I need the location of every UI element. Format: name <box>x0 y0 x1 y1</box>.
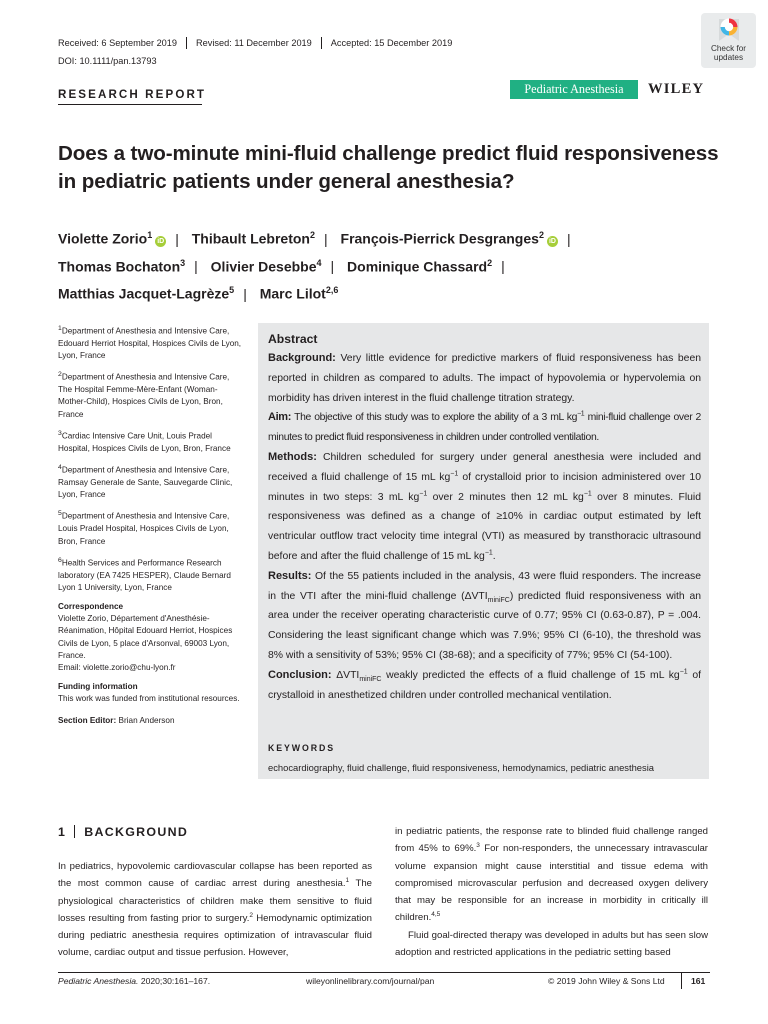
abstract-methods: Methods: Children scheduled for surgery under general anesthesia were included and received a fluid challenge of 15 mL $kg^{-1}$ of crystalloid prior to incision administered over 10 minutes in two steps: 3 mL $kg^{-1}$ over 2 minutes then 12 mL $kg^{-1}$ over 8 minutes. Fluid responsiveness was defined as a change of ≥10% in cardiac output estimated by left ventricular outflow tract velocity time integral (VTI) as measured by transthoracic ultrasound before and after the fluid challenge of 15 mL $kg^{-1}$. <box>268 450 701 562</box>
correspondence-text: Violette Zorio, Département d'Anesthésie-Réanimation, Hôpital Edouard Herriot, Hospices Civils de Lyon, 5 place d'Arsonval, 69003 Lyon, France. <box>58 614 233 660</box>
affiliation: $^4$Department of Anesthesia and Intensive Care, Ramsay Generale de Sante, Sauvegarde Clinic, Lyon, France <box>58 464 233 500</box>
footer-copyright: © 2019 John Wiley & Sons Ltd <box>548 976 665 986</box>
body-column-left <box>58 858 372 962</box>
crossmark-label: Check for updates <box>710 44 747 62</box>
article-type: RESEARCH REPORT <box>58 88 207 101</box>
author-name: François-Pierrick Desgranges <box>340 230 539 247</box>
abstract-conclusion: Conclusion: $\Delta VTI_{miniFC}$ weakly predicted the effects of a fluid challenge of 15 mL $kg^{-1}$ of crystalloid in anesthetized children under controlled mechanical ventilation. <box>268 668 702 701</box>
affiliation: $^5$Department of Anesthesia and Intensive Care, Louis Pradel Hospital, Hospices Civils de Lyon, Bron, France <box>58 510 230 546</box>
author-affiliation-sup: 1 <box>147 230 153 240</box>
orcid-icon[interactable]: iD <box>548 237 556 245</box>
correspondence-email[interactable]: Email: violette.zorio@chu-lyon.fr <box>58 663 176 673</box>
section-heading <box>58 825 188 839</box>
article-title: Does a two-minute mini-fluid challenge predict fluid responsiveness in pediatric patients under general anesthesia? <box>58 142 719 193</box>
orcid-icon[interactable]: iD <box>157 237 165 245</box>
affiliation: $^2$Department of Anesthesia and Intensive Care, The Hospital Femme-Mère-Enfant (Woman-Mother-Child), Hospices Civils de Lyon, Bron, France <box>58 371 230 419</box>
page-number: 161 <box>691 976 706 986</box>
author-name: Dominique Chassard <box>347 258 488 275</box>
author-affiliation-sup: 2,6 <box>325 285 339 296</box>
publisher-logo[interactable]: WILEY <box>648 81 705 97</box>
author-name: Matthias Jacquet-Lagrèze <box>58 285 230 302</box>
received-date: Received: 6 September 2019 <box>58 38 178 48</box>
section-title: BACKGROUND <box>84 825 189 839</box>
footer-divider <box>681 973 682 989</box>
accepted-date: Accepted: 15 December 2019 <box>330 38 453 48</box>
section-number: 1 <box>58 825 67 839</box>
date-divider <box>321 37 322 49</box>
abstract-background: Background: Very little evidence for predictive markers of fluid responsiveness has been reported in children as compared to adults. The impact of hypovolemia or hypervolemia on morbidity has driven interest in the fluid challenge titration strategy. <box>268 352 701 404</box>
body-paragraph: Fluid goal-directed therapy was developed in adults but has seen slow adoption and restricted applications in the pediatric setting based <box>395 929 708 959</box>
body-paragraph: In pediatrics, hypovolemic cardiovascular collapse has been reported as the most common cause of cardiac arrest during anesthesia.$^1$ The physiological characteristics of children make them sensitive to fluid losses resulting from fasting prior to surgery.$^2$ Hemodynamic optimization during pediatric anesthesia requires optimization of intravascular fluid volume, cardiac output and tissue perfusion. However, <box>58 861 372 959</box>
section-editor: Section Editor: Brian Anderson <box>58 715 175 725</box>
affiliation: $^3$Cardiac Intensive Care Unit, Louis Pradel Hospital, Hospices Civils de Lyon, Bron, France <box>58 429 231 453</box>
author-list: Violette Zorio$^1$iD | Thibault Lebreton$^2$ | François-Pierrick Desgranges$^2$iD | Thomas Bochaton$^3$ | Olivier Desebbe$^4$ | Dominique Chassard$^2$ | Matthias Jacquet-Lagrèze$^5$ | Marc Lilot$^{2,6}$ <box>58 230 571 302</box>
abstract-results: Results: Of the 55 patients included in the analysis, 43 were fluid responders. The increase in the VTI after the mini-fluid challenge $(\Delta VTI_{miniFC})$ predicted fluid responsiveness with an area under the receiver operating characteristic curve of 0.77; 95% CI (0.63-0.87), P = .004. Considering the least significant change which was 7.9%; 95% CI (6-10), the threshold was 8% with a sensitivity of 53%; 95% CI (38-68); and a specificity of 77%; 95% CI (54-100). <box>268 569 701 661</box>
publication-dates <box>58 37 452 49</box>
footer-citation: Pediatric Anesthesia. 2020;30:161–167. <box>58 976 211 986</box>
body-column-right <box>395 823 708 961</box>
footer-rule <box>58 972 710 973</box>
section-divider <box>74 825 75 838</box>
author-affiliation-sup: 2 <box>487 257 493 268</box>
abstract-aim: Aim: The objective of this study was to explore the ability of a 3 mL $kg^{-1}$ mini-fluid challenge over 2 minutes to predict fluid responsiveness in children under controlled ventilation. <box>268 410 701 444</box>
date-divider <box>186 37 187 49</box>
affiliations-column <box>58 323 244 734</box>
body-paragraph: in pediatric patients, the response rate to blinded fluid challenge ranged from 45% to 69%.$^3$ For non-responders, the unnecessary intravascular volume expansion might cause interstitial and tissue edema with compromised microvascular perfusion and decreased oxygen delivery that may be responsible for an increase in morbidity in critically ill children.$^{4,5}$ <box>395 826 708 924</box>
funding-text: This work was funded from institutional resources. <box>58 694 240 704</box>
abstract-body <box>268 349 701 705</box>
article-type-rule <box>58 104 202 105</box>
author-name: Thibault Lebreton <box>191 230 310 247</box>
keywords-list: echocardiography, fluid challenge, fluid responsiveness, hemodynamics, pediatric anesthesia <box>268 762 654 773</box>
journal-name-badge[interactable]: Pediatric Anesthesia <box>510 80 638 99</box>
check-for-updates-button[interactable] <box>701 13 756 68</box>
author-affiliation-sup: 2 <box>538 230 544 240</box>
revised-date: Revised: 11 December 2019 <box>196 38 312 48</box>
footer-url[interactable]: wileyonlinelibrary.com/journal/pan <box>306 976 435 986</box>
author-name: Marc Lilot <box>259 285 326 302</box>
author-name: Violette Zorio <box>58 230 148 247</box>
doi[interactable]: DOI: 10.1111/pan.13793 <box>58 56 157 66</box>
keywords-heading: KEYWORDS <box>268 743 336 753</box>
author-affiliation-sup: 3 <box>180 257 186 268</box>
funding-heading: Funding information <box>58 682 138 692</box>
author-name: Olivier Desebbe <box>210 258 317 275</box>
abstract-heading: Abstract <box>268 332 318 346</box>
author-name: Thomas Bochaton <box>58 258 181 275</box>
crossmark-icon <box>717 17 741 43</box>
affiliation: $^1$Department of Anesthesia and Intensive Care, Edouard Herriot Hospital, Hospices Civils de Lyon, Lyon, France <box>58 325 242 361</box>
author-affiliation-sup: 5 <box>229 285 235 296</box>
author-affiliation-sup: 4 <box>316 257 322 268</box>
correspondence-heading: Correspondence <box>58 602 124 612</box>
author-affiliation-sup: 2 <box>309 230 315 240</box>
affiliation: $^6$Health Services and Performance Research laboratory (EA 7425 HESPER), Claude Bernard Lyon 1 University, Lyon, France <box>58 556 231 592</box>
